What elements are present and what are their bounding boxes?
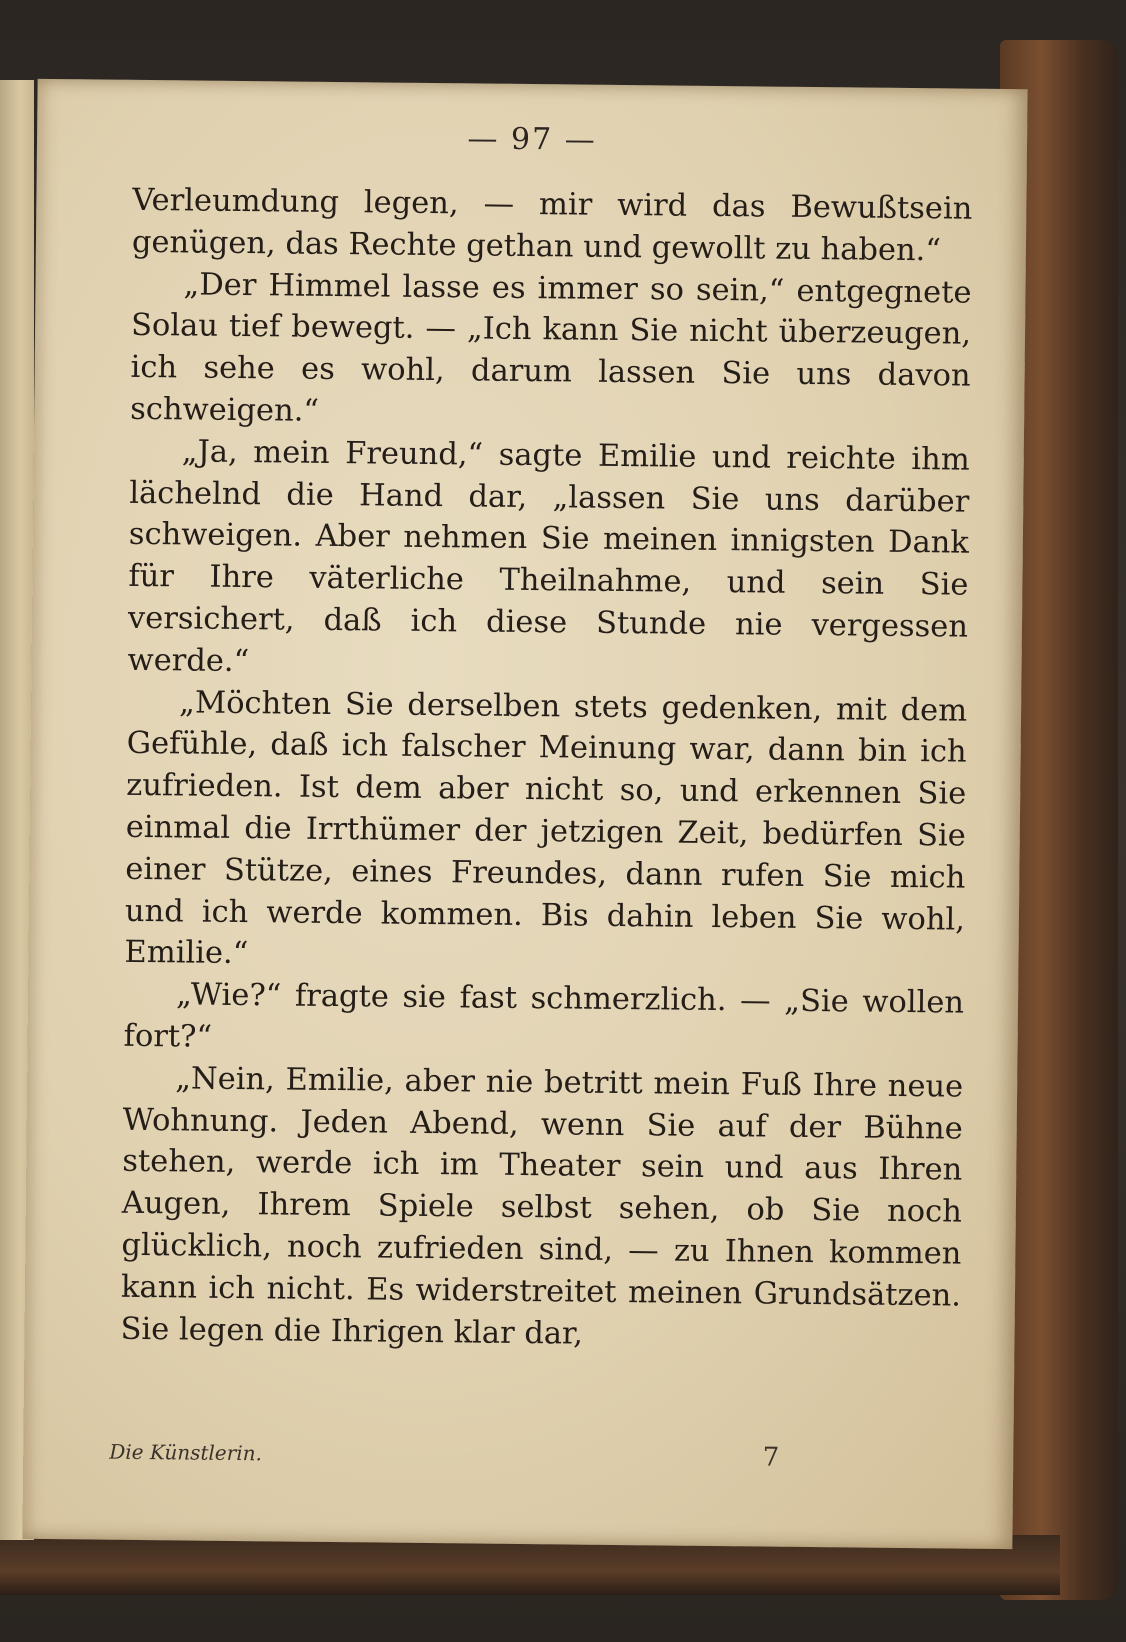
paragraph-6: „Nein, Emilie, aber nie betritt mein Fuß Ihre neue Wohnung. Jeden Abend, wenn Sie auf der Bühne stehen, werde ich im Theater sein und aus Ihren Augen, Ihrem Spiele selbst sehen, ob Sie noch glücklich, noch zufrieden sind, — zu Ihnen kommen kann ich nicht. Es widerstreitet meinen Grundsätzen. Sie legen die Ihrigen klar dar, bbox=[120, 1061, 964, 1352]
paragraph-2: „Der Himmel lasse es immer so sein,“ entgegnete Solau tief bewegt. — „Ich kann Sie nicht überzeugen, ich sehe es wohl, darum lassen Sie uns davon schweigen.“ bbox=[130, 266, 972, 429]
footer-book-title: Die Künstlerin. bbox=[109, 1439, 263, 1466]
footer-signature-mark: 7 bbox=[762, 1442, 780, 1473]
page-number: — 97 — bbox=[467, 121, 597, 158]
body-text bbox=[120, 180, 972, 1359]
paragraph-4: „Möchten Sie derselben stets gedenken, mit dem Gefühle, daß ich falscher Meinung war, dann bin ich zufrieden. Ist dem aber nicht so, und erkennen Sie einmal die Irrthümer der jetzigen Zeit, bedürfen Sie einer Stütze, eines Freundes, dann rufen Sie mich und ich werde kommen. Bis dahin leben Sie wohl, Emilie.“ bbox=[124, 684, 968, 972]
book-page bbox=[22, 79, 1027, 1549]
paragraph-1: Verleumdung legen, — mir wird das Bewußtsein genügen, das Rechte gethan und gewollt zu haben.“ bbox=[131, 182, 973, 269]
paragraph-5: „Wie?“ fragte sie fast schmerzlich. — „Sie wollen fort?“ bbox=[123, 977, 965, 1055]
page-footer bbox=[109, 1436, 929, 1475]
paragraph-3: „Ja, mein Freund,“ sagte Emilie und reichte ihm lächelnd die Hand dar, „lassen Sie uns darüber schweigen. Aber nehmen Sie meinen innigsten Dank für Ihre väterliche Theilnahme, und sein Sie versichert, daß ich diese Stunde nie vergessen werde.“ bbox=[127, 434, 970, 679]
